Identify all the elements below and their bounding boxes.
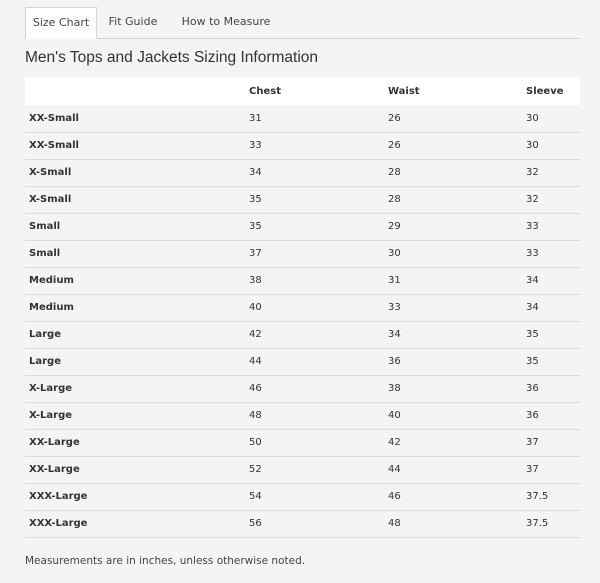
size-cell: Large bbox=[25, 321, 249, 348]
chest-cell: 52 bbox=[249, 456, 388, 483]
size-cell: Small bbox=[25, 240, 249, 267]
waist-cell: 33 bbox=[388, 294, 526, 321]
waist-cell: 26 bbox=[388, 105, 526, 132]
table-row bbox=[25, 375, 580, 402]
sleeve-cell: 33 bbox=[526, 213, 580, 240]
chest-cell: 33 bbox=[249, 132, 388, 159]
waist-cell: 26 bbox=[388, 132, 526, 159]
footnote: Measurements are in inches, unless otherwise noted. bbox=[25, 555, 306, 567]
chest-cell: 37 bbox=[249, 240, 388, 267]
table-row bbox=[25, 159, 580, 186]
table-row bbox=[25, 267, 580, 294]
chest-cell: 46 bbox=[249, 375, 388, 402]
size-cell: Medium bbox=[25, 267, 249, 294]
size-cell: XXX-Large bbox=[25, 510, 249, 537]
size-cell: X-Large bbox=[25, 402, 249, 429]
table-row bbox=[25, 321, 580, 348]
tab-bar bbox=[24, 7, 580, 39]
sleeve-cell: 35 bbox=[526, 321, 580, 348]
table-body bbox=[25, 105, 580, 537]
column-header-waist: Waist bbox=[388, 77, 526, 105]
size-cell: X-Small bbox=[25, 186, 249, 213]
table-row bbox=[25, 186, 580, 213]
size-cell: X-Large bbox=[25, 375, 249, 402]
size-cell: Large bbox=[25, 348, 249, 375]
sleeve-cell: 37.5 bbox=[526, 483, 580, 510]
table-row bbox=[25, 294, 580, 321]
size-cell: XX-Small bbox=[25, 132, 249, 159]
waist-cell: 48 bbox=[388, 510, 526, 537]
column-header-sleeve: Sleeve bbox=[526, 77, 580, 105]
sleeve-cell: 36 bbox=[526, 375, 580, 402]
table-row bbox=[25, 510, 580, 537]
waist-cell: 36 bbox=[388, 348, 526, 375]
table-row bbox=[25, 456, 580, 483]
sleeve-cell: 35 bbox=[526, 348, 580, 375]
size-cell: XX-Small bbox=[25, 105, 249, 132]
sleeve-cell: 34 bbox=[526, 294, 580, 321]
sleeve-cell: 32 bbox=[526, 159, 580, 186]
waist-cell: 42 bbox=[388, 429, 526, 456]
waist-cell: 34 bbox=[388, 321, 526, 348]
chest-cell: 50 bbox=[249, 429, 388, 456]
table-header-row bbox=[25, 77, 580, 105]
size-cell: X-Small bbox=[25, 159, 249, 186]
chest-cell: 31 bbox=[249, 105, 388, 132]
sleeve-cell: 37 bbox=[526, 429, 580, 456]
chest-cell: 42 bbox=[249, 321, 388, 348]
waist-cell: 28 bbox=[388, 159, 526, 186]
chest-cell: 40 bbox=[249, 294, 388, 321]
column-header-size bbox=[25, 77, 249, 105]
waist-cell: 46 bbox=[388, 483, 526, 510]
tab-size-chart[interactable]: Size Chart bbox=[25, 7, 97, 39]
waist-cell: 29 bbox=[388, 213, 526, 240]
column-header-chest: Chest bbox=[249, 77, 388, 105]
sleeve-cell: 30 bbox=[526, 105, 580, 132]
sleeve-cell: 34 bbox=[526, 267, 580, 294]
sleeve-cell: 37.5 bbox=[526, 510, 580, 537]
size-chart-table bbox=[25, 77, 580, 538]
waist-cell: 30 bbox=[388, 240, 526, 267]
size-cell: XX-Large bbox=[25, 429, 249, 456]
chest-cell: 35 bbox=[249, 213, 388, 240]
size-cell: XXX-Large bbox=[25, 483, 249, 510]
chest-cell: 48 bbox=[249, 402, 388, 429]
size-cell: Small bbox=[25, 213, 249, 240]
chest-cell: 44 bbox=[249, 348, 388, 375]
waist-cell: 40 bbox=[388, 402, 526, 429]
waist-cell: 44 bbox=[388, 456, 526, 483]
sleeve-cell: 36 bbox=[526, 402, 580, 429]
waist-cell: 28 bbox=[388, 186, 526, 213]
size-cell: XX-Large bbox=[25, 456, 249, 483]
sleeve-cell: 37 bbox=[526, 456, 580, 483]
table-row bbox=[25, 105, 580, 132]
table-row bbox=[25, 213, 580, 240]
table-row bbox=[25, 348, 580, 375]
sleeve-cell: 32 bbox=[526, 186, 580, 213]
sleeve-cell: 33 bbox=[526, 240, 580, 267]
chest-cell: 54 bbox=[249, 483, 388, 510]
waist-cell: 38 bbox=[388, 375, 526, 402]
waist-cell: 31 bbox=[388, 267, 526, 294]
table-row bbox=[25, 483, 580, 510]
page-title: Men's Tops and Jackets Sizing Information bbox=[25, 49, 319, 66]
table-row bbox=[25, 132, 580, 159]
chest-cell: 38 bbox=[249, 267, 388, 294]
chest-cell: 35 bbox=[249, 186, 388, 213]
table-row bbox=[25, 402, 580, 429]
chest-cell: 56 bbox=[249, 510, 388, 537]
tab-fit-guide[interactable]: Fit Guide bbox=[108, 15, 158, 28]
table-row bbox=[25, 429, 580, 456]
table-row bbox=[25, 240, 580, 267]
size-cell: Medium bbox=[25, 294, 249, 321]
chest-cell: 34 bbox=[249, 159, 388, 186]
tab-how-to-measure[interactable]: How to Measure bbox=[181, 15, 271, 28]
sleeve-cell: 30 bbox=[526, 132, 580, 159]
